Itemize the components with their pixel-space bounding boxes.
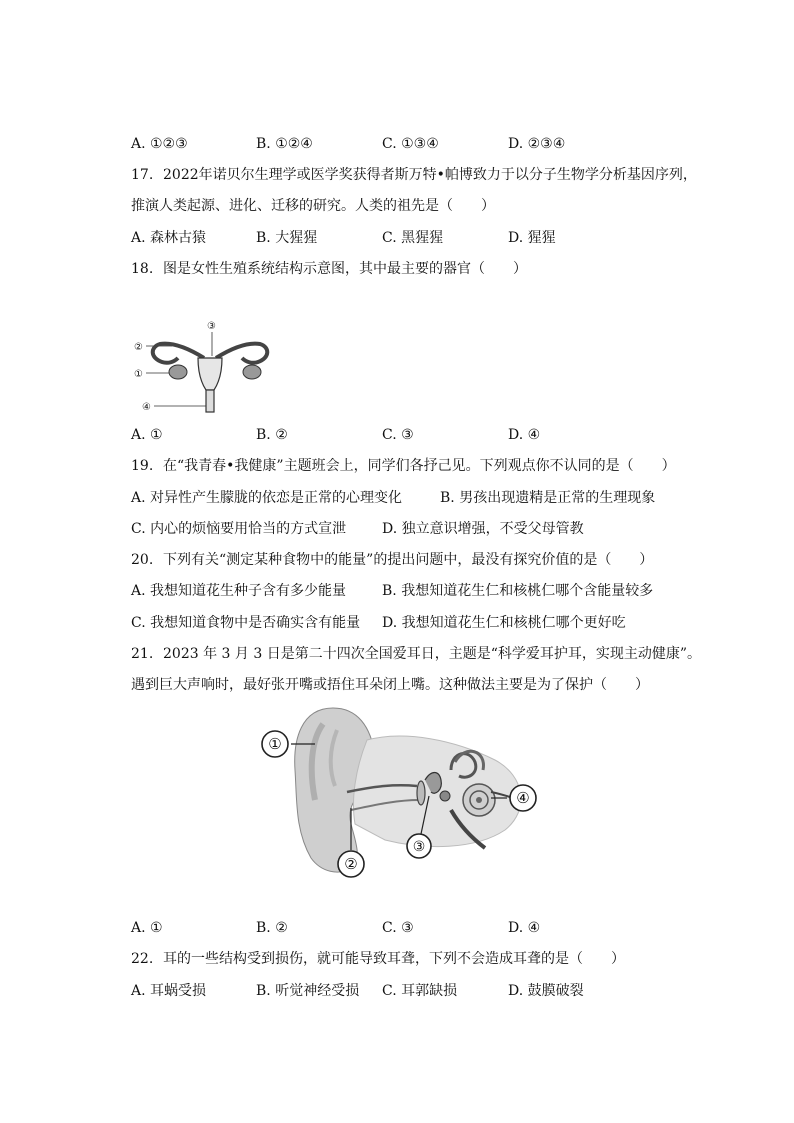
q19-option-c[interactable]: C. 内心的烦恼要用恰当的方式宣泄: [131, 521, 347, 537]
q18-option-d[interactable]: D. ④: [508, 427, 541, 443]
q17-stem-line1: 17. 2022年诺贝尔生理学或医学奖获得者斯万特•帕博致力于以分子生物学分析基因序列，: [131, 167, 697, 183]
female-reproductive-system-figure: [128, 314, 278, 420]
q17-option-d[interactable]: D. 猩猩: [508, 230, 556, 246]
q20-option-b[interactable]: B. 我想知道花生仁和核桃仁哪个含能量较多: [382, 583, 654, 599]
q21-option-d[interactable]: D. ④: [508, 920, 541, 936]
q20-option-d[interactable]: D. 我想知道花生仁和核桃仁哪个更好吃: [382, 615, 626, 631]
q19-option-b[interactable]: B. 男孩出现遗精是正常的生理现象: [440, 490, 656, 506]
q18-option-c[interactable]: C. ③: [382, 427, 414, 443]
q16-option-d[interactable]: D. ②③④: [508, 136, 566, 152]
q18-label-3: ③: [207, 321, 216, 332]
q19-stem: 19. 在“我青春•我健康”主题班会上，同学们各抒己见。下列观点你不认同的是（ ）: [131, 458, 676, 474]
q21-label-1: ①: [268, 735, 282, 753]
q18-label-1: ①: [134, 369, 143, 380]
q16-option-b[interactable]: B. ①②④: [256, 136, 313, 152]
q16-option-c[interactable]: C. ①③④: [382, 136, 439, 152]
q18-label-2: ②: [134, 342, 143, 353]
q19-number: 19.: [131, 458, 154, 474]
q17-stem-line2: 推演人类起源、进化、迁移的研究。人类的祖先是（ ）: [131, 198, 495, 214]
q21-label-3: ③: [412, 839, 426, 855]
q18-number: 18.: [131, 261, 154, 277]
q22-option-c[interactable]: C. 耳郭缺损: [382, 983, 458, 999]
q18-stem: 18. 图是女性生殖系统结构示意图，其中最主要的器官（ ）: [131, 261, 527, 277]
q17-option-c[interactable]: C. 黑猩猩: [382, 230, 444, 246]
q20-stem: 20. 下列有关“测定某种食物中的能量”的提出问题中，最没有探究价值的是（ ）: [131, 552, 654, 568]
q22-number: 22.: [131, 951, 154, 967]
q19-option-a[interactable]: A. 对异性产生朦胧的依恋是正常的心理变化: [131, 490, 403, 506]
q18-label-4: ④: [142, 402, 151, 413]
q20-option-a[interactable]: A. 我想知道花生种子含有多少能量: [131, 583, 347, 599]
q19-option-d[interactable]: D. 独立意识增强，不受父母管教: [382, 521, 584, 537]
q20-number: 20.: [131, 552, 154, 568]
q21-option-a[interactable]: A. ①: [131, 920, 163, 936]
q16-option-a[interactable]: A. ①②③: [131, 136, 188, 152]
q21-label-4: ④: [516, 789, 530, 807]
q21-option-b[interactable]: B. ②: [256, 920, 288, 936]
q21-label-2: ②: [344, 855, 358, 873]
q17-number: 17.: [131, 167, 154, 183]
q22-option-a[interactable]: A. 耳蜗受损: [131, 983, 207, 999]
q22-option-b[interactable]: B. 听觉神经受损: [256, 983, 360, 999]
q21-number: 21.: [131, 646, 154, 662]
q18-option-b[interactable]: B. ②: [256, 427, 288, 443]
q21-stem-line1: 21. 2023 年 3 月 3 日是第二十四次全国爱耳日，主题是“科学爱耳护耳，实现主动健康”。: [131, 646, 702, 662]
q21-option-c[interactable]: C. ③: [382, 920, 414, 936]
q20-option-c[interactable]: C. 我想知道食物中是否确实含有能量: [131, 615, 361, 631]
q17-option-a[interactable]: A. 森林古猿: [131, 230, 207, 246]
q22-option-d[interactable]: D. 鼓膜破裂: [508, 983, 584, 999]
q17-option-b[interactable]: B. 大猩猩: [256, 230, 318, 246]
q18-option-a[interactable]: A. ①: [131, 427, 163, 443]
q21-stem-line2: 遇到巨大声响时，最好张开嘴或捂住耳朵闭上嘴。这种做法主要是为了保护（ ）: [131, 677, 649, 693]
ear-structure-figure: [255, 700, 545, 882]
q22-stem: 22. 耳的一些结构受到损伤，就可能导致耳聋，下列不会造成耳聋的是（ ）: [131, 951, 625, 967]
